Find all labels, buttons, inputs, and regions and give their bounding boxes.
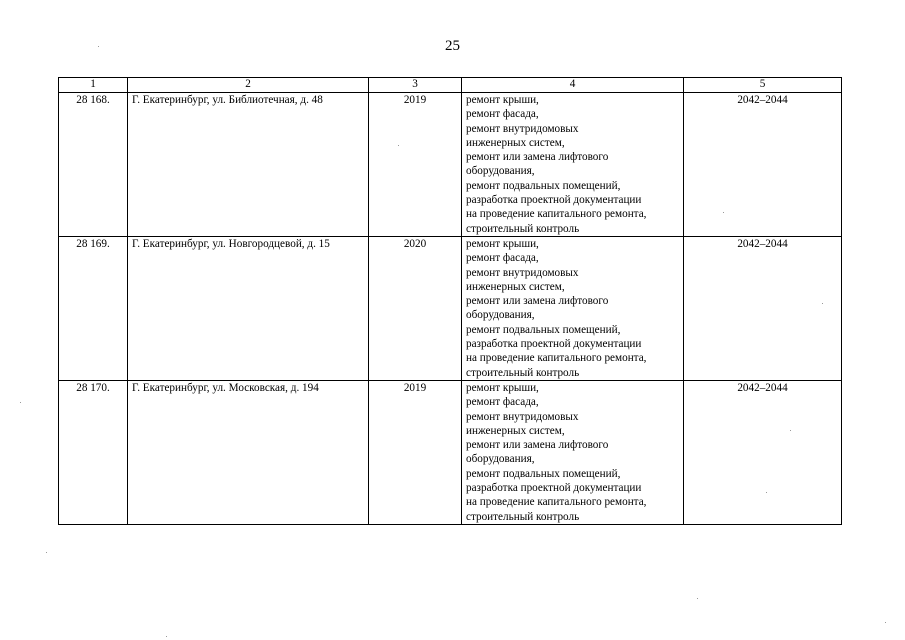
work-item: инженерных систем, bbox=[466, 424, 565, 437]
scan-speck bbox=[723, 212, 724, 213]
work-item: ремонт крыши, bbox=[466, 381, 539, 394]
work-item: оборудования, bbox=[466, 309, 535, 322]
header-row bbox=[59, 78, 842, 93]
works-cell bbox=[462, 236, 684, 380]
work-item: ремонт внутридомовых bbox=[466, 410, 579, 423]
year-cell: 2020 bbox=[369, 236, 462, 380]
work-item: ремонт внутридомовых bbox=[466, 266, 579, 279]
address-cell: Г. Екатеринбург, ул. Московская, д. 194 bbox=[128, 380, 369, 524]
work-item: строительный контроль bbox=[466, 222, 580, 235]
work-item: разработка проектной документации bbox=[466, 338, 642, 351]
repair-schedule-table bbox=[58, 77, 842, 525]
work-item: разработка проектной документации bbox=[466, 194, 642, 207]
scan-speck bbox=[46, 552, 47, 553]
work-item: ремонт подвальных помещений, bbox=[466, 323, 621, 336]
column-header-3: 3 bbox=[369, 78, 462, 93]
work-item: ремонт подвальных помещений, bbox=[466, 467, 621, 480]
row-number: 28 169. bbox=[59, 236, 128, 380]
row-number: 28 168. bbox=[59, 93, 128, 237]
work-item: разработка проектной документации bbox=[466, 482, 642, 495]
work-item: на проведение капитального ремонта, bbox=[466, 496, 647, 509]
work-item: ремонт фасада, bbox=[466, 396, 539, 409]
scan-speck bbox=[20, 402, 21, 403]
works-cell bbox=[462, 380, 684, 524]
scan-speck bbox=[766, 492, 767, 493]
column-header-4: 4 bbox=[462, 78, 684, 93]
work-item: оборудования, bbox=[466, 165, 535, 178]
work-item: ремонт или замена лифтового bbox=[466, 295, 609, 308]
address-cell: Г. Екатеринбург, ул. Библиотечная, д. 48 bbox=[128, 93, 369, 237]
work-item: на проведение капитального ремонта, bbox=[466, 208, 647, 221]
year-cell: 2019 bbox=[369, 93, 462, 237]
work-item: ремонт крыши, bbox=[466, 94, 539, 106]
work-item: ремонт или замена лифтового bbox=[466, 439, 609, 452]
year-cell: 2019 bbox=[369, 380, 462, 524]
work-item: инженерных систем, bbox=[466, 280, 565, 293]
works-cell bbox=[462, 93, 684, 237]
table-row bbox=[59, 93, 842, 237]
scan-speck bbox=[98, 46, 99, 47]
period-cell: 2042–2044 bbox=[684, 380, 842, 524]
work-item: ремонт или замена лифтового bbox=[466, 151, 609, 164]
scan-speck bbox=[166, 636, 167, 637]
work-item: ремонт подвальных помещений, bbox=[466, 179, 621, 192]
scan-speck bbox=[398, 145, 399, 146]
scan-speck bbox=[822, 303, 823, 304]
column-header-1: 1 bbox=[59, 78, 128, 93]
work-item: строительный контроль bbox=[466, 366, 580, 379]
work-item: оборудования, bbox=[466, 453, 535, 466]
period-cell: 2042–2044 bbox=[684, 236, 842, 380]
row-number: 28 170. bbox=[59, 380, 128, 524]
work-item: ремонт фасада, bbox=[466, 252, 539, 265]
column-header-2: 2 bbox=[128, 78, 369, 93]
table-row bbox=[59, 236, 842, 380]
work-item: ремонт внутридомовых bbox=[466, 122, 579, 135]
scan-speck bbox=[790, 430, 791, 431]
scan-speck bbox=[885, 622, 886, 623]
work-item: ремонт крыши, bbox=[466, 237, 539, 250]
work-item: инженерных систем, bbox=[466, 136, 565, 149]
work-item: строительный контроль bbox=[466, 510, 580, 523]
table-row bbox=[59, 380, 842, 524]
page-number: 25 bbox=[445, 38, 460, 54]
work-item: на проведение капитального ремонта, bbox=[466, 352, 647, 365]
scan-speck bbox=[697, 598, 698, 599]
work-item: ремонт фасада, bbox=[466, 108, 539, 121]
column-header-5: 5 bbox=[684, 78, 842, 93]
period-cell: 2042–2044 bbox=[684, 93, 842, 237]
address-cell: Г. Екатеринбург, ул. Новгородцевой, д. 15 bbox=[128, 236, 369, 380]
